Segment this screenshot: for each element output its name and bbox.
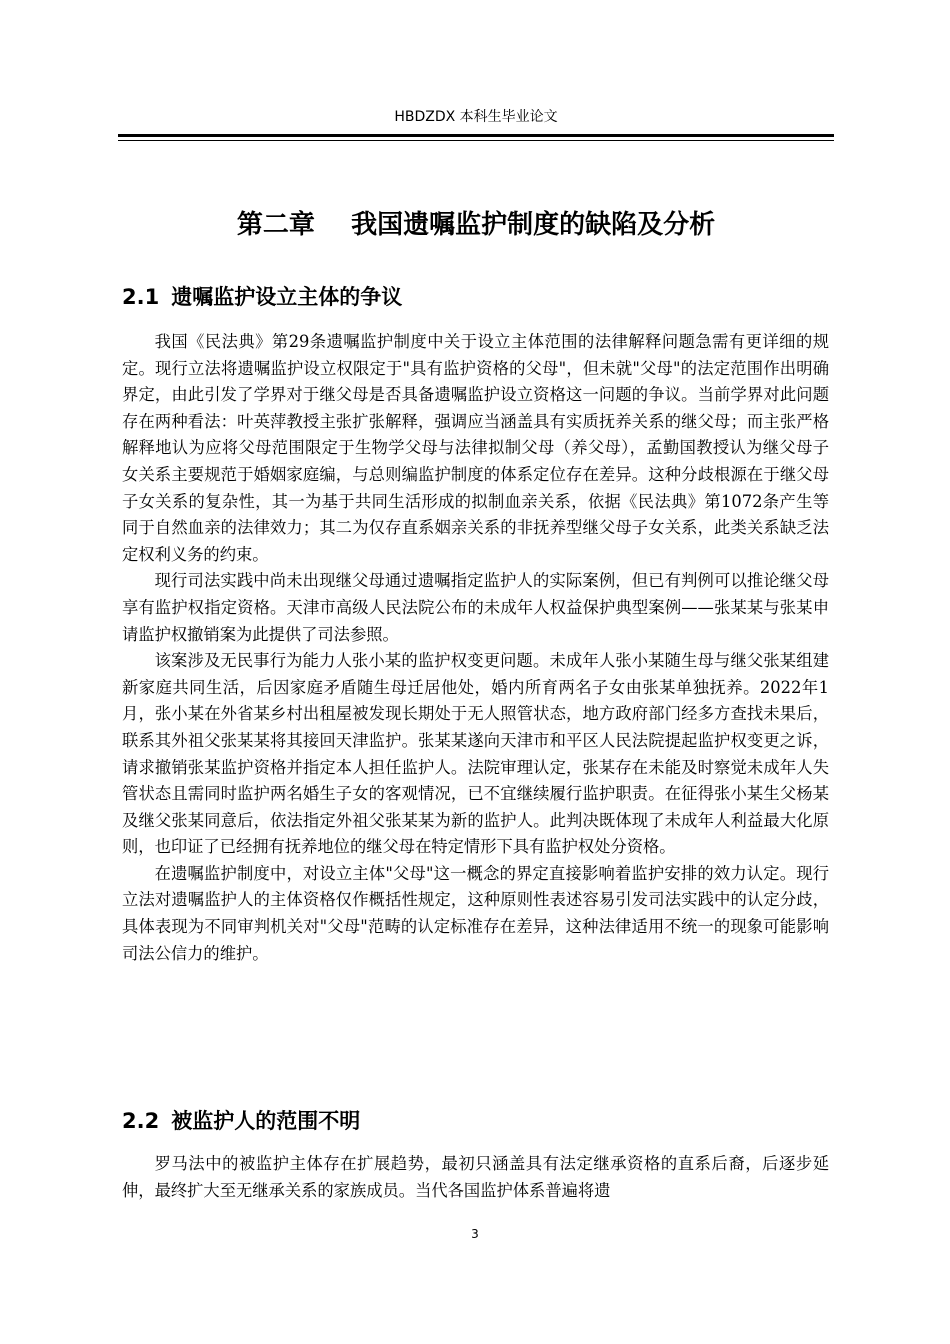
section-title: 遗嘱监护设立主体的争议: [171, 285, 403, 309]
paragraph: 在遗嘱监护制度中，对设立主体"父母"这一概念的界定直接影响着监护安排的效力认定。现行立法对遗嘱监护人的主体资格仅作概括性规定，这种原则性表述容易引发司法实践中的认定分歧，具体表现为不同审判机关对"父母"范畴的认定标准存在差异，这种法律适用不统一的现象可能影响司法公信力的维护。: [122, 863, 829, 963]
section-number: 2.1: [122, 285, 160, 309]
paragraph: 罗马法中的被监护主体存在扩展趋势，最初只涵盖具有法定继承资格的直系后裔，后逐步延伸，最终扩大至无继承关系的家族成员。当代各国监护体系普遍将遗: [122, 1154, 829, 1200]
header-rule-thick: [118, 134, 834, 137]
paragraph: 我国《民法典》第29条遗嘱监护制度中关于设立主体范围的法律解释问题急需有更详细的规定。现行立法将遗嘱监护设立权限定于"具有监护资格的父母"，但未就"父母"的法定范围作出明确界定，由此引发了学界对于继父母是否具备遗嘱监护设立资格这一问题的争议。当前学界对此问题存在两种看法：叶英萍教授主张扩张解释，强调应当涵盖具有实质抚养关系的继父母；而主张严格解释地认为应将父母范围限定于生物学父母与法律拟制父母（养父母），孟勤国教授认为继父母子女关系主要规范于婚姻家庭编，与总则编监护制度的体系定位存在差异。这种分歧根源在于继父母子女关系的复杂性，其一为基于共同生活形成的拟制血亲关系，依据《民法典》第1072条产生等同于自然血亲的法律效力；其二为仅存直系姻亲关系的非抚养型继父母子女关系，此类关系缺乏法定权利义务的约束。: [122, 332, 829, 564]
paragraph: 该案涉及无民事行为能力人张小某的监护权变更问题。未成年人张小某随生母与继父张某组建新家庭共同生活，后因家庭矛盾随生母迁居他处，婚内所育两名子女由张某单独抚养。2022年1月，张小某在外省某乡村出租屋被发现长期处于无人照管状态，地方政府部门经多方查找未果后，联系其外祖父张某某将其接回天津监护。张某某遂向天津市和平区人民法院提起监护权变更之诉，请求撤销张某监护资格并指定本人担任监护人。法院审理认定，张某存在未能及时察觉未成年人失管状态且需同时监护两名婚生子女的客观情况，已不宜继续履行监护职责。在征得张小某生父杨某及继父张某同意后，依法指定外祖父张某某为新的监护人。此判决既体现了未成年人利益最大化原则，也印证了已经拥有抚养地位的继父母在特定情形下具有监护权处分资格。: [122, 651, 829, 857]
section-2-2-body: [122, 1151, 829, 1204]
section-2-1-body: [122, 329, 829, 967]
section-heading-2-1: [122, 280, 402, 314]
section-heading-2-2: [122, 1104, 360, 1138]
running-header: HBDZDX 本科生毕业论文: [394, 109, 558, 125]
paragraph: 现行司法实践中尚未出现继父母通过遗嘱指定监护人的实际案例，但已有判例可以推论继父母享有监护权指定资格。天津市高级人民法院公布的未成年人权益保护典型案例——张某某与张某申请监护权撤销案为此提供了司法参照。: [122, 571, 829, 644]
section-number: 2.2: [122, 1109, 160, 1133]
header-rule-thin: [118, 140, 834, 141]
page-number: 3: [471, 1227, 479, 1241]
section-title: 被监护人的范围不明: [171, 1109, 361, 1133]
chapter-title: 第二章 我国遗嘱监护制度的缺陷及分析: [236, 210, 716, 240]
